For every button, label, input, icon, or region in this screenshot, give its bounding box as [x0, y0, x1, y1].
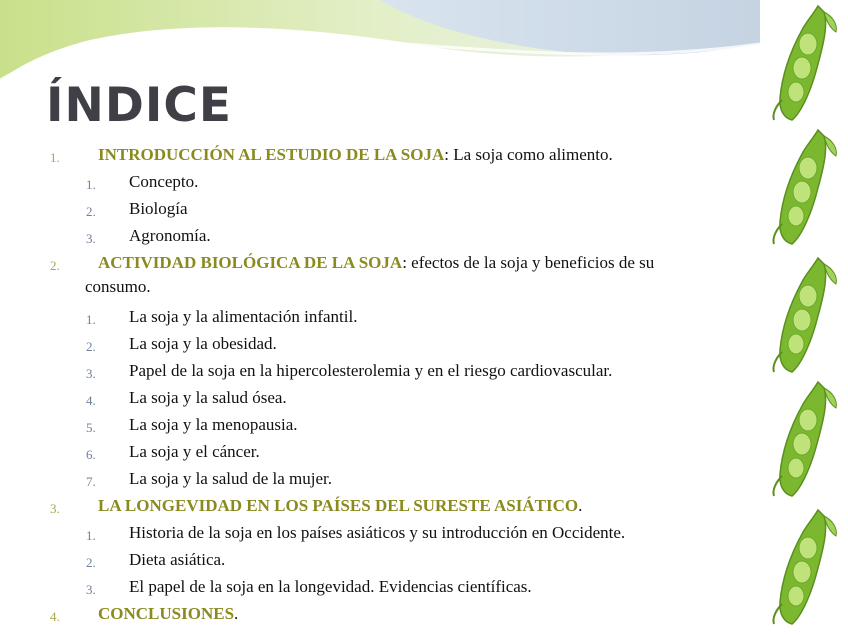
list-item-text: La soja y la menopausia.: [129, 415, 298, 434]
section-number: 3.: [50, 501, 60, 516]
soybean-pod-icon: [758, 254, 842, 376]
list-item-text: La soja y la salud de la mujer.: [129, 469, 332, 488]
list-item-text: La soja y la obesidad.: [129, 334, 277, 353]
section-heading: ACTIVIDAD BIOLÓGICA DE LA SOJA: [98, 253, 403, 272]
list-item-text: La soja y la alimentación infantil.: [129, 307, 358, 326]
section-text: [98, 495, 582, 517]
list-item-text: Dieta asiática.: [129, 550, 226, 569]
section-text: [98, 144, 613, 166]
list-item-number: 1.: [86, 528, 96, 543]
section-heading: CONCLUSIONES: [98, 604, 235, 623]
list-item-number: 3.: [86, 366, 96, 381]
section-text: [98, 603, 238, 625]
list-item-number: 3.: [86, 582, 96, 597]
list-item-number: 2.: [86, 204, 96, 219]
list-item-number: 6.: [86, 447, 96, 462]
soybean-pod-icon: [758, 126, 842, 248]
soybean-pods-column: [748, 0, 848, 636]
section-subtitle: .: [234, 604, 239, 623]
soybean-pod-icon: [758, 2, 842, 124]
list-item-text: Historia de la soja en los países asiáticos y su introducción en Occidente.: [129, 523, 626, 542]
soybean-pod-icon: [758, 378, 842, 500]
list-item-number: 5.: [86, 420, 96, 435]
section-number: 4.: [50, 609, 60, 624]
section-subtitle: .: [578, 496, 583, 515]
section-text: [98, 252, 654, 274]
list-item-number: 3.: [86, 231, 96, 246]
section-number: 1.: [50, 150, 60, 165]
list-item-number: 4.: [86, 393, 96, 408]
list-item-text: Concepto.: [129, 172, 199, 191]
section-heading: LA LONGEVIDAD EN LOS PAÍSES DEL SURESTE ASIÁTICO: [98, 496, 579, 515]
list-item-number: 1.: [86, 312, 96, 327]
section-subtitle: : La soja como alimento.: [444, 145, 613, 164]
list-item-number: 2.: [86, 339, 96, 354]
list-item-text: Papel de la soja en la hipercolesterolemia y en el riesgo cardiovascular.: [129, 361, 613, 380]
list-item-text: Biología: [129, 199, 188, 218]
list-item-text: El papel de la soja en la longevidad. Evidencias científicas.: [129, 577, 532, 596]
list-item-text: La soja y la salud ósea.: [129, 388, 287, 407]
section-subtitle: : efectos de la soja y beneficios de su: [402, 253, 655, 272]
list-item-text: La soja y el cáncer.: [129, 442, 260, 461]
page-title: ÍNDICE: [46, 78, 232, 133]
list-item-number: 7.: [86, 474, 96, 489]
list-item-text: Agronomía.: [129, 226, 211, 245]
section-heading: INTRODUCCIÓN AL ESTUDIO DE LA SOJA: [98, 145, 445, 164]
list-item-number: 1.: [86, 177, 96, 192]
soybean-pod-icon: [758, 506, 842, 628]
section-subtitle-cont-text: consumo.: [85, 277, 151, 296]
list-item-number: 2.: [86, 555, 96, 570]
section-number: 2.: [50, 258, 60, 273]
